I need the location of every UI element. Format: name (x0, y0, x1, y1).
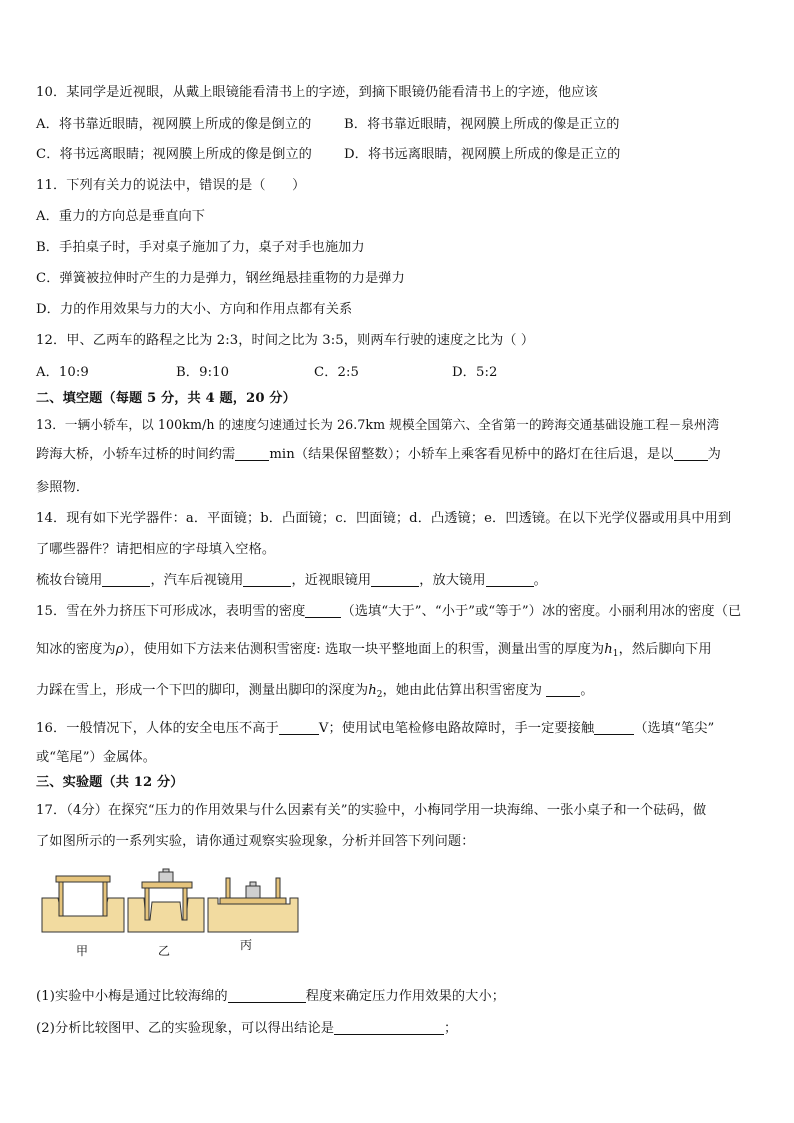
q14-blank-3[interactable] (371, 572, 419, 587)
q17-line-1: 17．（4分）在探究“压力的作用效果与什么因素有关”的实验中，小梅同学用一块海绵、一张小桌子和一个砝码，做 (36, 803, 707, 818)
q14-text-1: 梳妆台镜用 (36, 573, 103, 588)
q10-stem: 10．某同学是近视眼，从戴上眼镜能看清书上的字迹，到摘下眼镜仍能看清书上的字迹，他应该 (36, 85, 598, 100)
q15-blank-1[interactable] (305, 603, 341, 618)
q13-line-3: 参照物． (36, 480, 90, 495)
q16-text-1a: 16．一般情况下，人体的安全电压不高于 (36, 721, 279, 736)
figure-label-yi: 乙 (158, 944, 171, 958)
q16-blank-1[interactable] (279, 720, 319, 735)
q14-line-1: 14．现有如下光学器件：a．平面镜；b．凸面镜；c．凹面镜；d．凸透镜；e．凹透镜。在以下光学仪器或用具中用到 (36, 511, 732, 526)
figure-label-jia: 甲 (76, 944, 89, 958)
q15-text-1b: （选填“大于”、“小于”或“等于”）冰的密度。小丽利用冰的密度（已 (341, 604, 742, 619)
h1-symbol: h (604, 642, 613, 657)
q16-text-1b: V；使用试电笔检修电路故障时，手一定要接触 (318, 721, 595, 736)
q14-text-2: ，汽车后视镜用 (150, 573, 244, 588)
q11-option-c: C．弹簧被拉伸时产生的力是弹力，钢丝绳悬挂重物的力是弹力 (36, 271, 405, 286)
q17-text-2b: ； (444, 1021, 458, 1036)
q15-line-2 (36, 641, 712, 663)
q14-line-2: 了哪些器件？请把相应的字母填入空格。 (36, 542, 276, 557)
q12-option-b: B．9:10 (176, 365, 230, 380)
q14-blank-1[interactable] (102, 572, 150, 587)
q13-line-1: 13．一辆小轿车，以 100km/h 的速度匀速通过长为 26.7km 规模全国第六、全省第一的跨海交通基础设施工程－泉州湾 (36, 417, 720, 432)
q13-blank-2[interactable] (674, 446, 708, 461)
section-2-heading: 二、填空题（每题 5 分，共 4 题，20 分） (36, 391, 296, 406)
q17-sub-1 (36, 988, 505, 1006)
q14-text-3: ，近视眼镜用 (291, 573, 372, 588)
q10-option-d: D．将书远离眼睛，视网膜上所成的像是正立的 (344, 147, 621, 162)
q15-line-3 (36, 682, 594, 704)
q12-option-c: C．2:5 (314, 365, 360, 380)
q15-text-3b: ，她由此估算出积雪密度为 (382, 683, 543, 698)
q16-line-2: 或“笔尾”）金属体。 (36, 750, 156, 765)
q12-option-a: A．10:9 (36, 365, 89, 380)
q14-blank-2[interactable] (243, 572, 291, 587)
q15-text-2c: ，然后脚向下用 (618, 642, 712, 657)
q14-line-3 (36, 572, 547, 590)
q15-blank-2[interactable] (546, 682, 580, 697)
h2-subscript: 2 (376, 690, 383, 700)
q10-option-c: C．将书远离眼睛；视网膜上所成的像是倒立的 (36, 147, 312, 162)
q17-text-2a: (2)分析比较图甲、乙的实验现象，可以得出结论是 (36, 1021, 335, 1036)
q12-stem: 12．甲、乙两车的路程之比为 2:3，时间之比为 3:5，则两车行驶的速度之比为（ ） (36, 333, 535, 348)
q14-blank-4[interactable] (486, 572, 534, 587)
q16-text-1c: （选填“笔尖” (634, 721, 715, 736)
q11-stem: 11．下列有关力的说法中，错误的是（ ） (36, 178, 306, 193)
q14-text-4: ，放大镜用 (419, 573, 486, 588)
h2-symbol: h (368, 683, 377, 698)
q13-text-c: 为 (707, 447, 721, 462)
sponge-yi-diagram (128, 869, 204, 932)
q13-text-b: min（结果保留整数）；小轿车上乘客看见桥中的路灯在往后退，是以 (269, 447, 674, 462)
q15-text-2a: 知冰的密度为 (36, 642, 116, 657)
q15-text-1a: 15．雪在外力挤压下可形成冰，表明雪的密度 (36, 604, 306, 619)
q14-text-5: 。 (533, 573, 547, 588)
q16-line-1 (36, 720, 714, 738)
q11-option-b: B．手拍桌子时，手对桌子施加了力，桌子对手也施加力 (36, 240, 365, 255)
q16-blank-2[interactable] (594, 720, 634, 735)
q11-option-d: D．力的作用效果与力的大小、方向和作用点都有关系 (36, 302, 353, 317)
q17-line-2: 了如图所示的一系列实验，请你通过观察实验现象，分析并回答下列问题： (36, 834, 475, 849)
figure-label-bing: 丙 (240, 938, 253, 952)
q17-text-1a: (1)实验中小梅是通过比较海绵的 (36, 989, 228, 1004)
q17-text-1b: 程度来确定压力作用效果的大小； (305, 989, 506, 1004)
section-3-heading: 三、实验题（共 12 分） (36, 775, 184, 790)
q12-option-d: D．5:2 (452, 365, 498, 380)
q15-text-3c: 。 (580, 683, 594, 698)
q10-option-b: B．将书靠近眼睛，视网膜上所成的像是正立的 (344, 117, 620, 132)
q17-blank-2[interactable] (334, 1020, 444, 1035)
q15-text-2b: ），使用如下方法来估测积雪密度: 选取一块平整地面上的积雪，测量出雪的厚度为 (123, 642, 605, 657)
rho-symbol: ρ (115, 642, 124, 657)
sponge-bing-diagram (208, 878, 298, 932)
sponge-jia-diagram (42, 876, 124, 932)
q17-sub-2 (36, 1020, 457, 1038)
q13-text-a: 跨海大桥，小轿车过桥的时间约需 (36, 447, 236, 462)
q15-text-3a: 力踩在雪上，形成一个下凹的脚印，测量出脚印的深度为 (36, 683, 369, 698)
q13-line-2 (36, 446, 721, 464)
q10-option-a: A．将书靠近眼睛，视网膜上所成的像是倒立的 (36, 117, 312, 132)
q13-blank-1[interactable] (235, 446, 269, 461)
q15-line-1 (36, 603, 741, 621)
q11-option-a: A．重力的方向总是垂直向下 (36, 209, 206, 224)
q17-blank-1[interactable] (228, 988, 306, 1003)
h1-subscript: 1 (612, 649, 619, 659)
